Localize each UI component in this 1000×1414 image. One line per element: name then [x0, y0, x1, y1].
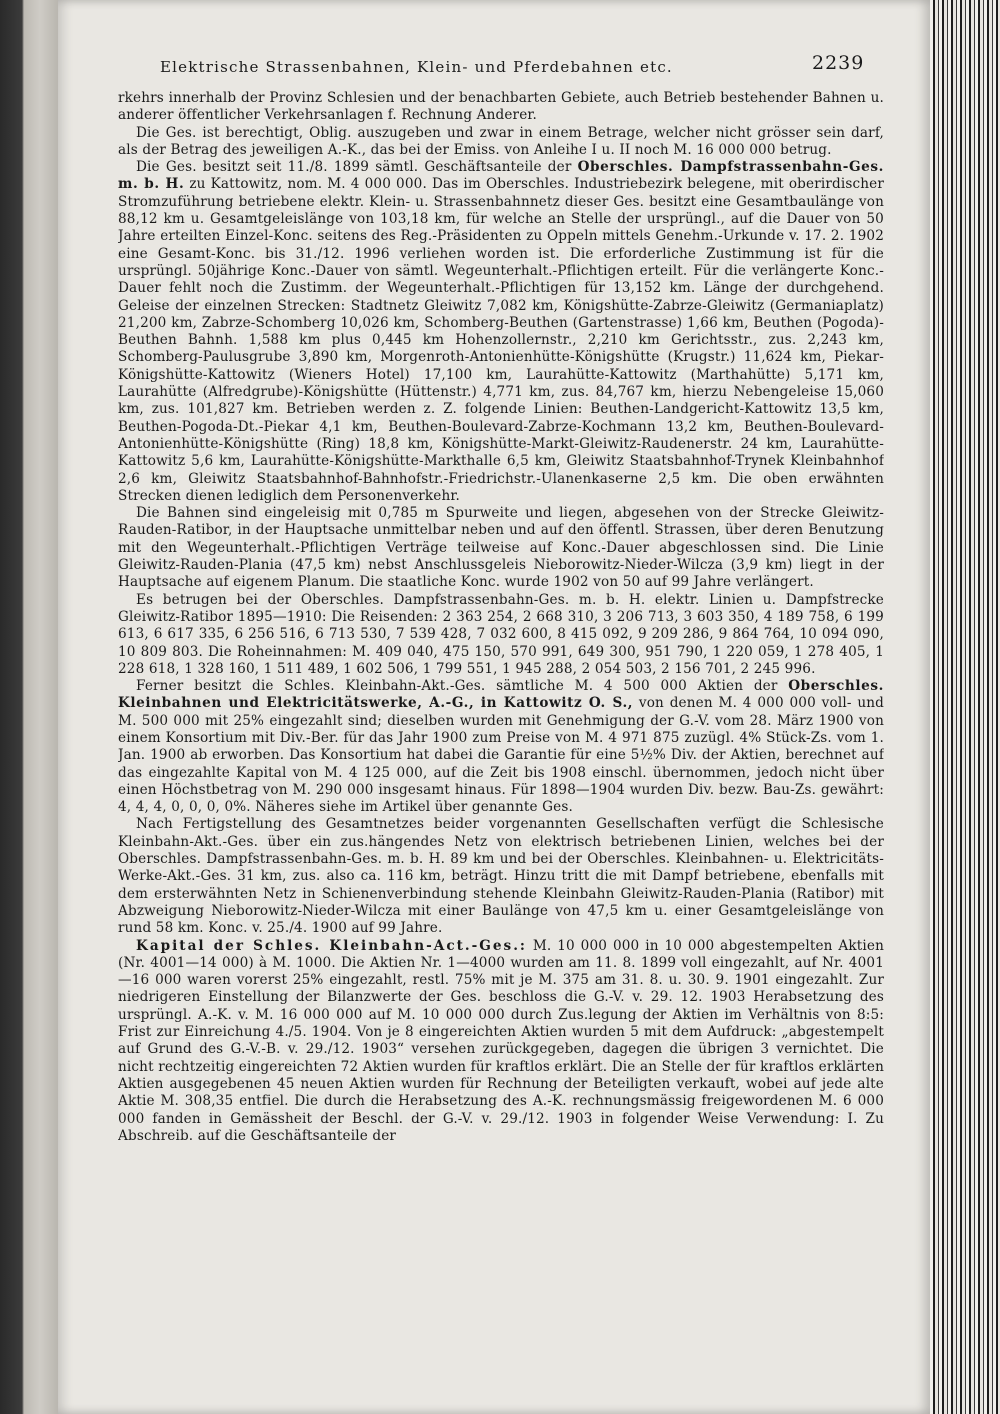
company-name: Oberschles. Dampfstrassenbahn-Ges. m. b. H. [118, 159, 884, 193]
adjacent-page-edge [0, 0, 58, 1414]
body-text [118, 90, 884, 1390]
paragraph-operations: rkehrs innerhalb der Provinz Schlesien und der benachbarten Gebiete, auch Betrieb bestehender Bahnen u. anderer öffentlicher Verkehrsanlagen f. Rechnung Anderer. [118, 90, 884, 124]
paragraph-statistics: Es betrugen bei der Oberschles. Dampfstrassenbahn-Ges. m. b. H. elektr. Linien u. Dampfstrecke Gleiwitz-Ratibor 1895—1910: Die Reisenden: 2 363 254, 2 668 310, 3 206 713, 3 603 350, 4 189 758, 6 199 613, 6 617 335, 6 256 516, 6 713 530, 7 539 428, 7 032 600, 8 415 092, 9 209 286, 9 864 764, 10 094 090, 10 809 803. Die Roheinnahmen: M. 409 040, 475 150, 570 991, 649 300, 951 790, 1 220 059, 1 278 405, 1 228 618, 1 328 160, 1 511 489, 1 602 506, 1 799 551, 1 945 288, 2 054 503, 2 156 701, 2 245 996. [118, 591, 884, 677]
paragraph-bonds: Die Ges. ist berechtigt, Oblig. auszugeben und zwar in einem Betrage, welcher nicht grösser sein darf, als der Betrag des jeweiligen A.-K., das bei der Emiss. von Anleihe I u. II noch M. 16 000 000 betrug. [118, 124, 884, 158]
page-stack-edge [930, 0, 1000, 1414]
company-name: Oberschles. Kleinbahnen und Elektricitätswerke, A.-G., in Kattowitz O. S., [118, 678, 884, 712]
paragraph-text: M. 10 000 000 in 10 000 abgestempelten Aktien (Nr. 4001—14 000) à M. 1000. Die Aktien Nr. 1—4000 wurden am 11. 8. 1899 voll eingezahlt, auf Nr. 4001—16 000 waren vorerst 25% eingezahlt, restl. 75% mit je M. 375 am 31. 8. u. 30. 9. 1901 eingezahlt. Zur niedrigeren Einstellung der Bilanzwerte der Ges. beschloss die G.-V. v. 29. 12. 1903 Herabsetzung des ursprüngl. A.-K. v. M. 16 000 000 auf M. 10 000 000 durch Zus.legung der Aktien im Verhältnis von 8:5: Frist zur Einreichung 4./5. 1904. Von je 8 eingereichten Aktien wurden 5 mit dem Aufdruck: „abgestempelt auf Grund des G.-V.-B. v. 29./12. 1903“ versehen zurückgegeben, dagegen die übrigen 3 vernichtet. Die nicht rechtzeitig eingereichten 72 Aktien wurden für kraftlos erklärt. Die an Stelle der für kraftlos erklärten Aktien ausgegebenen 45 neuen Aktien wurden für Rechnung der Beteiligten verkauft, wobei auf jede alte Aktie M. 308,35 entfiel. Die durch die Herabsetzung des A.-K. rechnungsmässig freigewordenen M. 6 000 000 fanden in Gemässheit der Beschl. der G.-V. v. 29./12. 1903 in folgender Weise Verwendung: I. Zu Abschreib. auf die Geschäftsanteile der [118, 937, 884, 1144]
page-number: 2239 [812, 52, 865, 74]
paragraph-capital [118, 938, 884, 1146]
paragraph-kleinbahnen [118, 678, 884, 816]
paragraph-text: von denen M. 4 000 000 voll- und M. 500 000 mit 25% eingezahlt sind; dieselben wurden mit Genehmigung der G.-V. vom 28. März 1900 von einem Konsortium mit Div.-Ber. für das Jahr 1900 zum Preise von M. 4 971 875 zuzügl. 4% Stück-Zs. vom 1. Jan. 1900 ab erworben. Das Konsortium hat dabei die Garantie für eine 5½% Div. der Aktien, berechnet auf das eingezahlte Kapital von M. 4 125 000, auf die Zeit bis 1908 einschl. übernommen, jedoch nicht über einen Höchstbetrag von M. 290 000 insgesamt hinaus. Für 1898—1904 wurden Div. bezw. Bau-Zs. gewährt: 4, 4, 4, 0, 0, 0, 0%. Näheres siehe im Artikel über genannte Ges. [118, 695, 884, 816]
paragraph-text: Die Ges. besitzt seit 11./8. 1899 sämtl. Geschäftsanteile der [136, 159, 578, 176]
paragraph-network: Nach Fertigstellung des Gesamtnetzes beider vorgenannten Gesellschaften verfügt die Schlesische Kleinbahn-Akt.-Ges. über ein zus.hängendes Netz von elektrisch betriebenen Linien, welches bei der Oberschles. Dampfstrassenbahn-Ges. m. b. H. 89 km und bei der Oberschles. Kleinbahnen- u. Elektricitäts-Werke-Akt.-Ges. 31 km, zus. also ca. 116 km, beträgt. Hinzu tritt die mit Dampf betriebene, ebenfalls mit dem ersterwähnten Netz in Schienenverbindung stehende Kleinbahn Gleiwitz-Rauden-Plania (Ratibor) mit Abzweigung Nieborowitz-Nieder-Wilcza mit einer Baulänge von 47,5 km u. einer Gesamtgeleislänge von rund 58 km. Konc. v. 25./4. 1900 auf 99 Jahre. [118, 816, 884, 937]
paragraph-text: zu Kattowitz, nom. M. 4 000 000. Das im Oberschles. Industriebezirk belegene, mit oberirdischer Stromzuführung betriebene elektr. Klein- u. Strassenbahnnetz dieser Ges. besitzt eine Gesamtbaulänge von 88,12 km u. Gesamtgeleislänge von 103,18 km, für welche an Stelle der ursprüngl., auf die Dauer von 50 Jahre erteilten Einzel-Konc. seitens des Reg.-Präsidenten zu Oppeln mittels Genehm.-Urkunde v. 17. 2. 1902 eine Gesamt-Konc. bis 31./12. 1996 verliehen worden ist. Die erforderliche Zustimmung ist für die ursprüngl. 50jährige Konc.-Dauer von sämtl. Wegeunterhalt.-Pflichtigen erteilt. Für die verlängerte Konc.-Dauer fehlt noch die Zustimm. der Wegeunterhalt.-Pflichtigen für 13,152 km. Länge der durchgehend. Geleise der einzelnen Strecken: Stadtnetz Gleiwitz 7,082 km, Königshütte-Zabrze-Gleiwitz (Germaniaplatz) 21,200 km, Zabrze-Schomberg 10,026 km, Schomberg-Beuthen (Gartenstrasse) 1,66 km, Beuthen (Pogoda)-Beuthen Bahnh. 1,588 km plus 0,445 km Hohenzollernstr., 2,210 km Gerichtsstr., zus. 2,243 km, Schomberg-Paulusgrube 3,890 km, Morgenroth-Antonienhütte-Königshütte (Krugstr.) 11,624 km, Piekar-Königshütte-Kattowitz (Wieners Hotel) 17,100 km, Laurahütte-Kattowitz (Marthahütte) 5,171 km, Laurahütte (Alfredgrube)-Königshütte (Hüttenstr.) 4,771 km, zus. 84,767 km, hierzu Nebengeleise 15,060 km, zus. 101,827 km. Betrieben werden z. Z. folgende Linien: Beuthen-Landgericht-Kattowitz 13,5 km, Beuthen-Pogoda-Dt.-Piekar 4,1 km, Beuthen-Boulevard-Zabrze-Kochmann 13,2 km, Beuthen-Boulevard-Antonienhütte-Königshütte (Ring) 18,8 km, Königshütte-Markt-Gleiwitz-Raudenerstr. 24 km, Laurahütte-Kattowitz 5,6 km, Laurahütte-Königshütte-Markthalle 6,5 km, Gleiwitz Staatsbahnhof-Trynek Kleinbahnhof 2,6 km, Gleiwitz Staatsbahnhof-Bahnhofstr.-Friedrichstr.-Ulanenkaserne 2,5 km. Die oben erwähnten Strecken dienen lediglich dem Personenverkehr. [118, 176, 884, 504]
running-head: Elektrische Strassenbahnen, Klein- und Pferdebahnen etc. [160, 58, 673, 76]
paragraph-gauge: Die Bahnen sind eingeleisig mit 0,785 m Spurweite und liegen, abgesehen von der Strecke Gleiwitz-Rauden-Ratibor, in der Hauptsache unmittelbar neben und auf den öffentl. Strassen, über deren Benutzung mit den Wegeunterhalt.-Pflichtigen Verträge teilweise auf Konc.-Dauer abgeschlossen sind. Die Linie Gleiwitz-Rauden-Plania (47,5 km) nebst Anschlussgeleis Nieborowitz-Nieder-Wilcza (3,9 km) liegt in der Hauptsache auf eigenem Planum. Die staatliche Konc. wurde 1902 von 50 auf 99 Jahre verlängert. [118, 505, 884, 591]
paragraph-dampfstrassenbahn [118, 159, 884, 505]
paragraph-text: Ferner besitzt die Schles. Kleinbahn-Akt.-Ges. sämtliche M. 4 500 000 Aktien der [136, 678, 789, 695]
section-heading: Kapital der Schles. Kleinbahn-Act.-Ges.: [136, 937, 527, 954]
